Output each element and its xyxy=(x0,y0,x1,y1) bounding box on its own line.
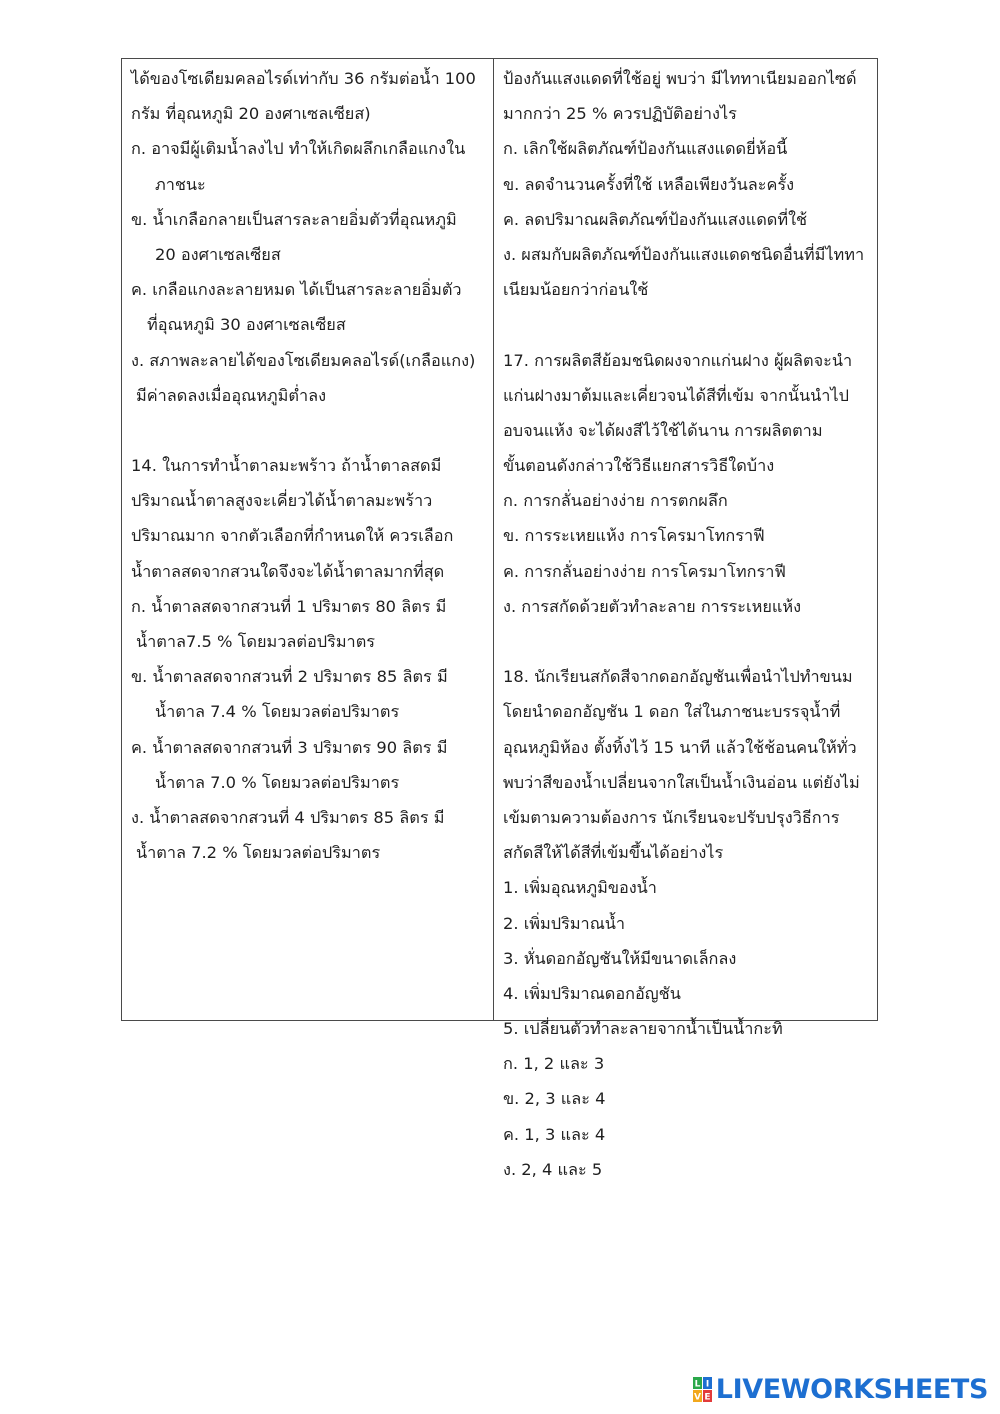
option-line: ค. การกลั่นอย่างง่าย การโครมาโทกราฟี xyxy=(503,561,786,581)
question-line: 17. การผลิตสีย้อมชนิดผงจากแก่นฝาง ผู้ผลิตจะนำ xyxy=(503,350,853,370)
option-line: ก. อาจมีผู้เติมน้ำลงไป ทำให้เกิดผลึกเกลือแกงใน xyxy=(131,139,466,159)
question-line: โดยนำดอกอัญชัน 1 ดอก ใส่ในภาชนะบรรจุน้ำที่ xyxy=(503,702,841,722)
question-line: ปริมาณมาก จากตัวเลือกที่กำหนดให้ ควรเลือก xyxy=(131,526,454,546)
numbered-item: 2. เพิ่มปริมาณน้ำ xyxy=(503,913,626,933)
option-line: ค. 1, 3 และ 4 xyxy=(503,1124,606,1144)
text-line: ป้องกันแสงแดดที่ใช้อยู่ พบว่า มีไททาเนียมออกไซด์ xyxy=(503,69,857,88)
svg-text:V: V xyxy=(693,1392,701,1403)
liveworksheets-logo-icon xyxy=(693,1377,713,1403)
question-line: น้ำตาลสดจากสวนใดจึงจะได้น้ำตาลมากที่สุด xyxy=(131,561,445,581)
option-line: ก. เลิกใช้ผลิตภัณฑ์ป้องกันแสงแดดยี่ห้อนี้ xyxy=(503,139,788,159)
blank-line xyxy=(131,413,487,448)
question-line: อบจนแห้ง จะได้ผงสีไว้ใช้ได้นาน การผลิตตาม xyxy=(503,420,823,440)
option-continuation: น้ำตาล 7.4 % โดยมวลต่อปริมาตร xyxy=(155,702,400,722)
option-line: ค. ลดปริมาณผลิตภัณฑ์ป้องกันแสงแดดที่ใช้ xyxy=(503,209,808,229)
text-line: มากกว่า 25 % ควรปฏิบัติอย่างไร xyxy=(503,104,737,124)
question-line: สกัดสีให้ได้สีที่เข้มขึ้นได้อย่างไร xyxy=(503,843,724,863)
question-line: พบว่าสีของน้ำเปลี่ยนจากใสเป็นน้ำเงินอ่อน แต่ยังไม่ xyxy=(503,772,860,792)
numbered-item: 4. เพิ่มปริมาณดอกอัญชัน xyxy=(503,983,681,1003)
question-line: 18. นักเรียนสกัดสีจากดอกอัญชันเพื่อนำไปทำขนม xyxy=(503,667,853,687)
svg-text:E: E xyxy=(704,1392,711,1403)
option-line: ง. การสกัดด้วยตัวทำละลาย การระเหยแห้ง xyxy=(503,596,802,616)
option-continuation: ภาชนะ xyxy=(155,174,206,194)
numbered-item: 5. เปลี่ยนตัวทำละลายจากน้ำเป็นน้ำกะทิ xyxy=(503,1019,783,1039)
numbered-item: 1. เพิ่มอุณหภูมิของน้ำ xyxy=(503,878,657,898)
numbered-item: 3. หั่นดอกอัญชันให้มีขนาดเล็กลง xyxy=(503,948,737,968)
option-line: ก. น้ำตาลสดจากสวนที่ 1 ปริมาตร 80 ลิตร มี xyxy=(131,596,447,616)
right-column xyxy=(494,59,877,1179)
left-column xyxy=(122,59,494,1020)
question-line: เข้มตามความต้องการ นักเรียนจะปรับปรุงวิธีการ xyxy=(503,807,840,827)
question-line: ปริมาณน้ำตาลสูงจะเคี่ยวได้น้ำตาลมะพร้าว xyxy=(131,491,433,511)
option-line: ง. 2, 4 และ 5 xyxy=(503,1159,603,1179)
option-line: ข. น้ำตาลสดจากสวนที่ 2 ปริมาตร 85 ลิตร มี xyxy=(131,667,448,687)
option-line: ข. 2, 3 และ 4 xyxy=(503,1089,606,1109)
text-line: ได้ของโซเดียมคลอไรด์เท่ากับ 36 กรัมต่อน้ำ 100 xyxy=(131,69,476,88)
text-line: กรัม ที่อุณหภูมิ 20 องศาเซลเซียส) xyxy=(131,104,371,124)
option-line: ข. น้ำเกลือกลายเป็นสารละลายอิ่มตัวที่อุณหภูมิ xyxy=(131,209,457,229)
question-line: อุณหภูมิห้อง ตั้งทิ้งไว้ 15 นาที แล้วใช้ช้อนคนให้ทั่ว xyxy=(503,737,857,757)
question-line: แก่นฝางมาต้มและเคี่ยวจนได้สีที่เข้ม จากนั้นนำไป xyxy=(503,385,849,405)
svg-text:L: L xyxy=(694,1379,701,1390)
option-line: ก. การกลั่นอย่างง่าย การตกผลึก xyxy=(503,491,728,511)
option-line: ง. สภาพละลายได้ของโซเดียมคลอไรด์(เกลือแกง) xyxy=(131,350,476,370)
svg-text:I: I xyxy=(705,1379,709,1390)
question-line: 14. ในการทำน้ำตาลมะพร้าว ถ้าน้ำตาลสดมี xyxy=(131,456,442,476)
question-line: ขั้นตอนดังกล่าวใช้วิธีแยกสารวิธีใดบ้าง xyxy=(503,456,775,476)
option-line: ง. น้ำตาลสดจากสวนที่ 4 ปริมาตร 85 ลิตร มี xyxy=(131,807,445,827)
blank-line xyxy=(503,307,871,342)
liveworksheets-brand xyxy=(693,1372,988,1408)
option-continuation: มีค่าลดลงเมื่ออุณหภูมิต่ำลง xyxy=(136,385,327,405)
option-continuation: น้ำตาล7.5 % โดยมวลต่อปริมาตร xyxy=(136,632,376,651)
option-line: ข. การระเหยแห้ง การโครมาโทกราฟี xyxy=(503,526,765,546)
option-continuation: เนียมน้อยกว่าก่อนใช้ xyxy=(503,280,649,300)
worksheet-table xyxy=(121,58,878,1179)
option-line: ค. เกลือแกงละลายหมด ได้เป็นสารละลายอิ่มตัว xyxy=(131,280,462,300)
option-continuation: น้ำตาล 7.2 % โดยมวลต่อปริมาตร xyxy=(136,843,381,863)
option-continuation: 20 องศาเซลเซียส xyxy=(155,244,281,264)
option-continuation: น้ำตาล 7.0 % โดยมวลต่อปริมาตร xyxy=(155,772,400,792)
option-line: ข. ลดจำนวนครั้งที่ใช้ เหลือเพียงวันละครั้ง xyxy=(503,174,795,194)
option-line: ค. น้ำตาลสดจากสวนที่ 3 ปริมาตร 90 ลิตร มี xyxy=(131,737,448,757)
brand-text: LIVEWORKSHEETS xyxy=(715,1374,988,1405)
blank-line xyxy=(503,624,871,659)
option-line: ง. ผสมกับผลิตภัณฑ์ป้องกันแสงแดดชนิดอื่นที่มีไททา xyxy=(503,244,865,264)
option-continuation: ที่อุณหภูมิ 30 องศาเซลเซียส xyxy=(147,315,346,335)
option-line: ก. 1, 2 และ 3 xyxy=(503,1054,605,1074)
